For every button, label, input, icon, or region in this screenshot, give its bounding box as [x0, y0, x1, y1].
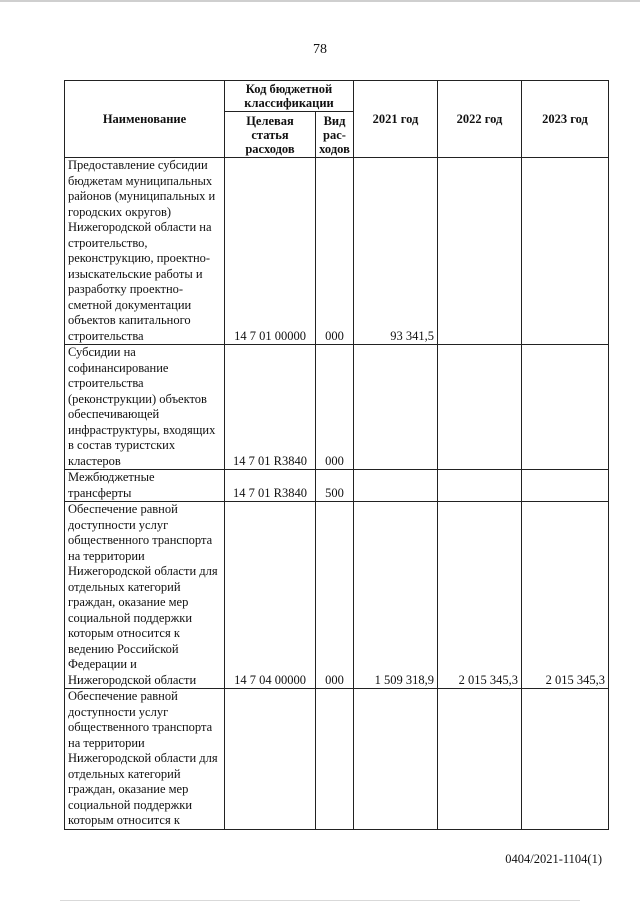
row-name: Обеспечение равной доступности услуг общественного транспорта на территории Нижегородской области для отдельных категорий граждан, оказание мер социальной поддержки которым относится к — [65, 689, 225, 830]
header-name: Наименование — [65, 81, 225, 158]
row-expense-type: 000 — [316, 345, 354, 470]
table-row — [65, 689, 609, 830]
row-value-2022 — [438, 470, 522, 502]
row-value-2022: 2 015 345,3 — [438, 502, 522, 689]
row-value-2021 — [354, 689, 438, 830]
header-2021: 2021 год — [354, 81, 438, 158]
header-budget-code: Код бюджетной классификации — [225, 81, 354, 112]
row-value-2021 — [354, 470, 438, 502]
row-name: Предоставление субсидии бюджетам муниципальных районов (муниципальных и городских округов) Нижегородской области на строительство, реконструкцию, проектно-изыскательские работы и разработку проектно-сметной документации объектов капитального строительства — [65, 158, 225, 345]
row-target-article: 14 7 01 00000 — [225, 158, 316, 345]
header-2022: 2022 год — [438, 81, 522, 158]
table-row — [65, 502, 609, 689]
row-expense-type: 000 — [316, 502, 354, 689]
row-value-2023 — [522, 345, 609, 470]
row-value-2022 — [438, 158, 522, 345]
row-value-2022 — [438, 345, 522, 470]
row-value-2022 — [438, 689, 522, 830]
row-target-article — [225, 689, 316, 830]
row-target-article: 14 7 01 R3840 — [225, 345, 316, 470]
row-value-2021: 93 341,5 — [354, 158, 438, 345]
page-number: 78 — [313, 42, 327, 57]
table-row — [65, 345, 609, 470]
scan-edge-top — [0, 0, 640, 2]
row-name: Межбюджетные трансферты — [65, 470, 225, 502]
table-row — [65, 158, 609, 345]
document-code: 0404/2021-1104(1) — [505, 852, 602, 866]
row-target-article: 14 7 04 00000 — [225, 502, 316, 689]
header-target-article: Целевая статья расходов — [225, 112, 316, 158]
row-value-2021 — [354, 345, 438, 470]
budget-table — [64, 80, 609, 830]
row-value-2023: 2 015 345,3 — [522, 502, 609, 689]
row-value-2023 — [522, 689, 609, 830]
row-expense-type: 500 — [316, 470, 354, 502]
row-value-2021: 1 509 318,9 — [354, 502, 438, 689]
row-expense-type — [316, 689, 354, 830]
row-name: Субсидии на софинансирование строительства (реконструкции) объектов обеспечивающей инфраструктуры, входящих в состав туристских кластеров — [65, 345, 225, 470]
row-value-2023 — [522, 158, 609, 345]
row-expense-type: 000 — [316, 158, 354, 345]
row-value-2023 — [522, 470, 609, 502]
header-2023: 2023 год — [522, 81, 609, 158]
row-name: Обеспечение равной доступности услуг общественного транспорта на территории Нижегородской области для отдельных категорий граждан, оказание мер социальной поддержки которым относится к ведению Российской Федерации и Нижегородской области — [65, 502, 225, 689]
table-row — [65, 470, 609, 502]
row-target-article: 14 7 01 R3840 — [225, 470, 316, 502]
scan-edge-bottom — [60, 900, 580, 901]
header-expense-type: Вид рас-ходов — [316, 112, 354, 158]
table-header-row — [65, 81, 609, 112]
